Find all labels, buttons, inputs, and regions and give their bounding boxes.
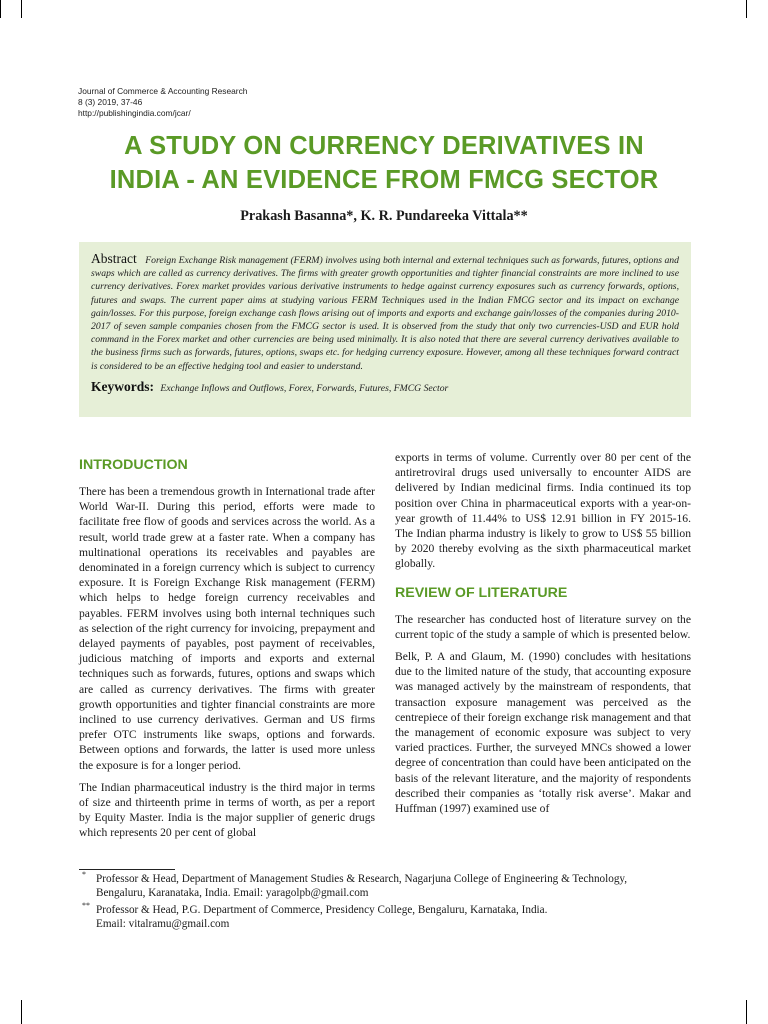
footnote-1-line-1: Professor & Head, Department of Management Studies & Research, Nagarjuna College of Engineering & Technology, — [96, 873, 628, 885]
abstract-text: Foreign Exchange Risk management (FERM) involves using both internal and external techniques such as forwards, futures, options and swaps which are called as currency derivatives. The firms with greater growth opportunities and tighter financial constraints are more inclined to use currency derivatives. Forex market provides various derivative instruments to hedge against currency exposures such as currency forwards, options, futures and swaps. The current paper aims at studying various FERM Techniques used in the Indian FMCG sector and its impact on exchange gain/losses. For this purpose, foreign exchange cash flows arising out of imports and exports and exchange gain/losses of the companies during 2010-2017 of seven sample companies chosen from the FMCG sector is used. It is observed from the study that only two currencies-USD and EUR hold command in the Forex market and other currencies are being used minimally. It is also noted that there are several currency derivatives available to the business firms such as forwards, futures, options, swaps etc. for hedging currency exposure. However, among all these techniques forward contract is considered to be an effective hedging tool and easier to understand. — [91, 255, 679, 372]
review-paragraph-1: The researcher has conducted host of literature survey on the current topic of the study a sample of which is presented below. — [395, 612, 691, 641]
keywords-label: Keywords: — [91, 378, 154, 394]
introduction-paragraph-2-continued: exports in terms of volume. Currently over 80 per cent of the antiretroviral drugs used universally to encounter AIDS are delivered by Indian medicinal firms. India continued its top position over China in pharmaceutical exports with a year-on-year growth of 11.44% to US$ 12.91 billion in FY 2015-16. The Indian pharma industry is likely to grow to US$ 55 billion by 2020 thereby evolving as the sixth pharmaceutical market globally. — [395, 451, 691, 571]
footnote-2-line-1: Professor & Head, P.G. Department of Commerce, Presidency College, Bengaluru, Karnataka, India. — [96, 903, 548, 916]
introduction-heading: INTRODUCTION — [79, 457, 188, 473]
left-column — [79, 456, 375, 848]
review-heading: REVIEW OF LITERATURE — [395, 584, 568, 601]
review-paragraph-2: Belk, P. A and Glaum, M. (1990) concludes with hesitations due to the limited nature of the study, that accounting exposure was managed actively by the mainstream of respondents, that transaction exposure management was perceived as the centrepiece of their foreign exchange risk management and that the management of economic exposure was subject to very varied practices. Further, the surveyed MNCs showed a lower degree of concentration than could have been anticipated on the basis of the relevant literature, and the majority of respondents described their companies as ‘totally risk averse’. Makar and Huffman (1997) examined use of — [395, 650, 691, 816]
crop-mark-top-left — [0, 0, 1, 18]
footnote-1 — [79, 872, 679, 901]
keywords-text: Exchange Inflows and Outflows, Forex, Forwards, Futures, FMCG Sector — [160, 382, 449, 394]
abstract-label: Abstract — [91, 251, 137, 266]
crop-mark-top-left-v — [21, 0, 22, 18]
crop-mark-top-right — [746, 0, 747, 18]
keywords — [91, 379, 679, 395]
footnote-1-mark: * — [82, 870, 86, 879]
crop-mark-bottom-right — [746, 1000, 747, 1024]
journal-issue: 8 (3) 2019, 37-46 — [78, 97, 143, 108]
title-line-1: A STUDY ON CURRENCY DERIVATIVES IN — [124, 132, 644, 160]
footnote-divider — [79, 869, 175, 870]
introduction-paragraph-1: There has been a tremendous growth in International trade after World War-II. During this period, efforts were made to facilitate free flow of goods and services across the world. As a result, world trade grew at a faster rate. When a company has multinational operations its receivables and payables are denominated in a foreign currency which is subject to currency exposure. It is Foreign Exchange Risk management (FERM) which helps to hedge foreign currency receivables and payables. FERM involves using both internal techniques such as selection of the right currency for invoicing, prepayment and delayed payments of payables, post payment of receivables, judicious matching of imports and exports and external techniques such as forwards, futures, options and swaps which are called as currency derivatives. The firms with greater growth opportunities and tighter financial constraints are more inclined to use currency derivatives. German and US firms prefer OTC instruments like swaps, options and forwards. Between options and forwards, the latter is used more unless the exposure is for a longer period. — [79, 485, 375, 772]
authors: Prakash Basanna*, K. R. Pundareeka Vittala** — [240, 208, 528, 224]
footnote-2-line-2: Email: vitalramu@gmail.com — [96, 918, 230, 931]
abstract-box — [79, 242, 691, 417]
footnote-2 — [79, 900, 679, 932]
footnote-2-mark: ** — [82, 900, 90, 910]
introduction-paragraph-2: The Indian pharmaceutical industry is the third major in terms of size and thirteenth prime in terms of worth, as per a report by Equity Master. India is the major supplier of generic drugs which represents 20 per cent of global — [79, 780, 375, 840]
right-column — [395, 450, 691, 823]
abstract — [91, 252, 679, 373]
footnote-1-line-2: Bengaluru, Karanataka, India. Email: yaragolpb@gmail.com — [96, 887, 369, 900]
title-line-2: INDIA - AN EVIDENCE FROM FMCG SECTOR — [109, 166, 659, 194]
paper-title — [40, 129, 728, 197]
journal-meta — [78, 86, 247, 120]
crop-mark-bottom-left — [21, 1000, 22, 1024]
journal-name: Journal of Commerce & Accounting Research — [78, 86, 248, 96]
footnotes — [79, 872, 679, 934]
journal-url[interactable]: http://publishingindia.com/jcar/ — [78, 108, 191, 119]
